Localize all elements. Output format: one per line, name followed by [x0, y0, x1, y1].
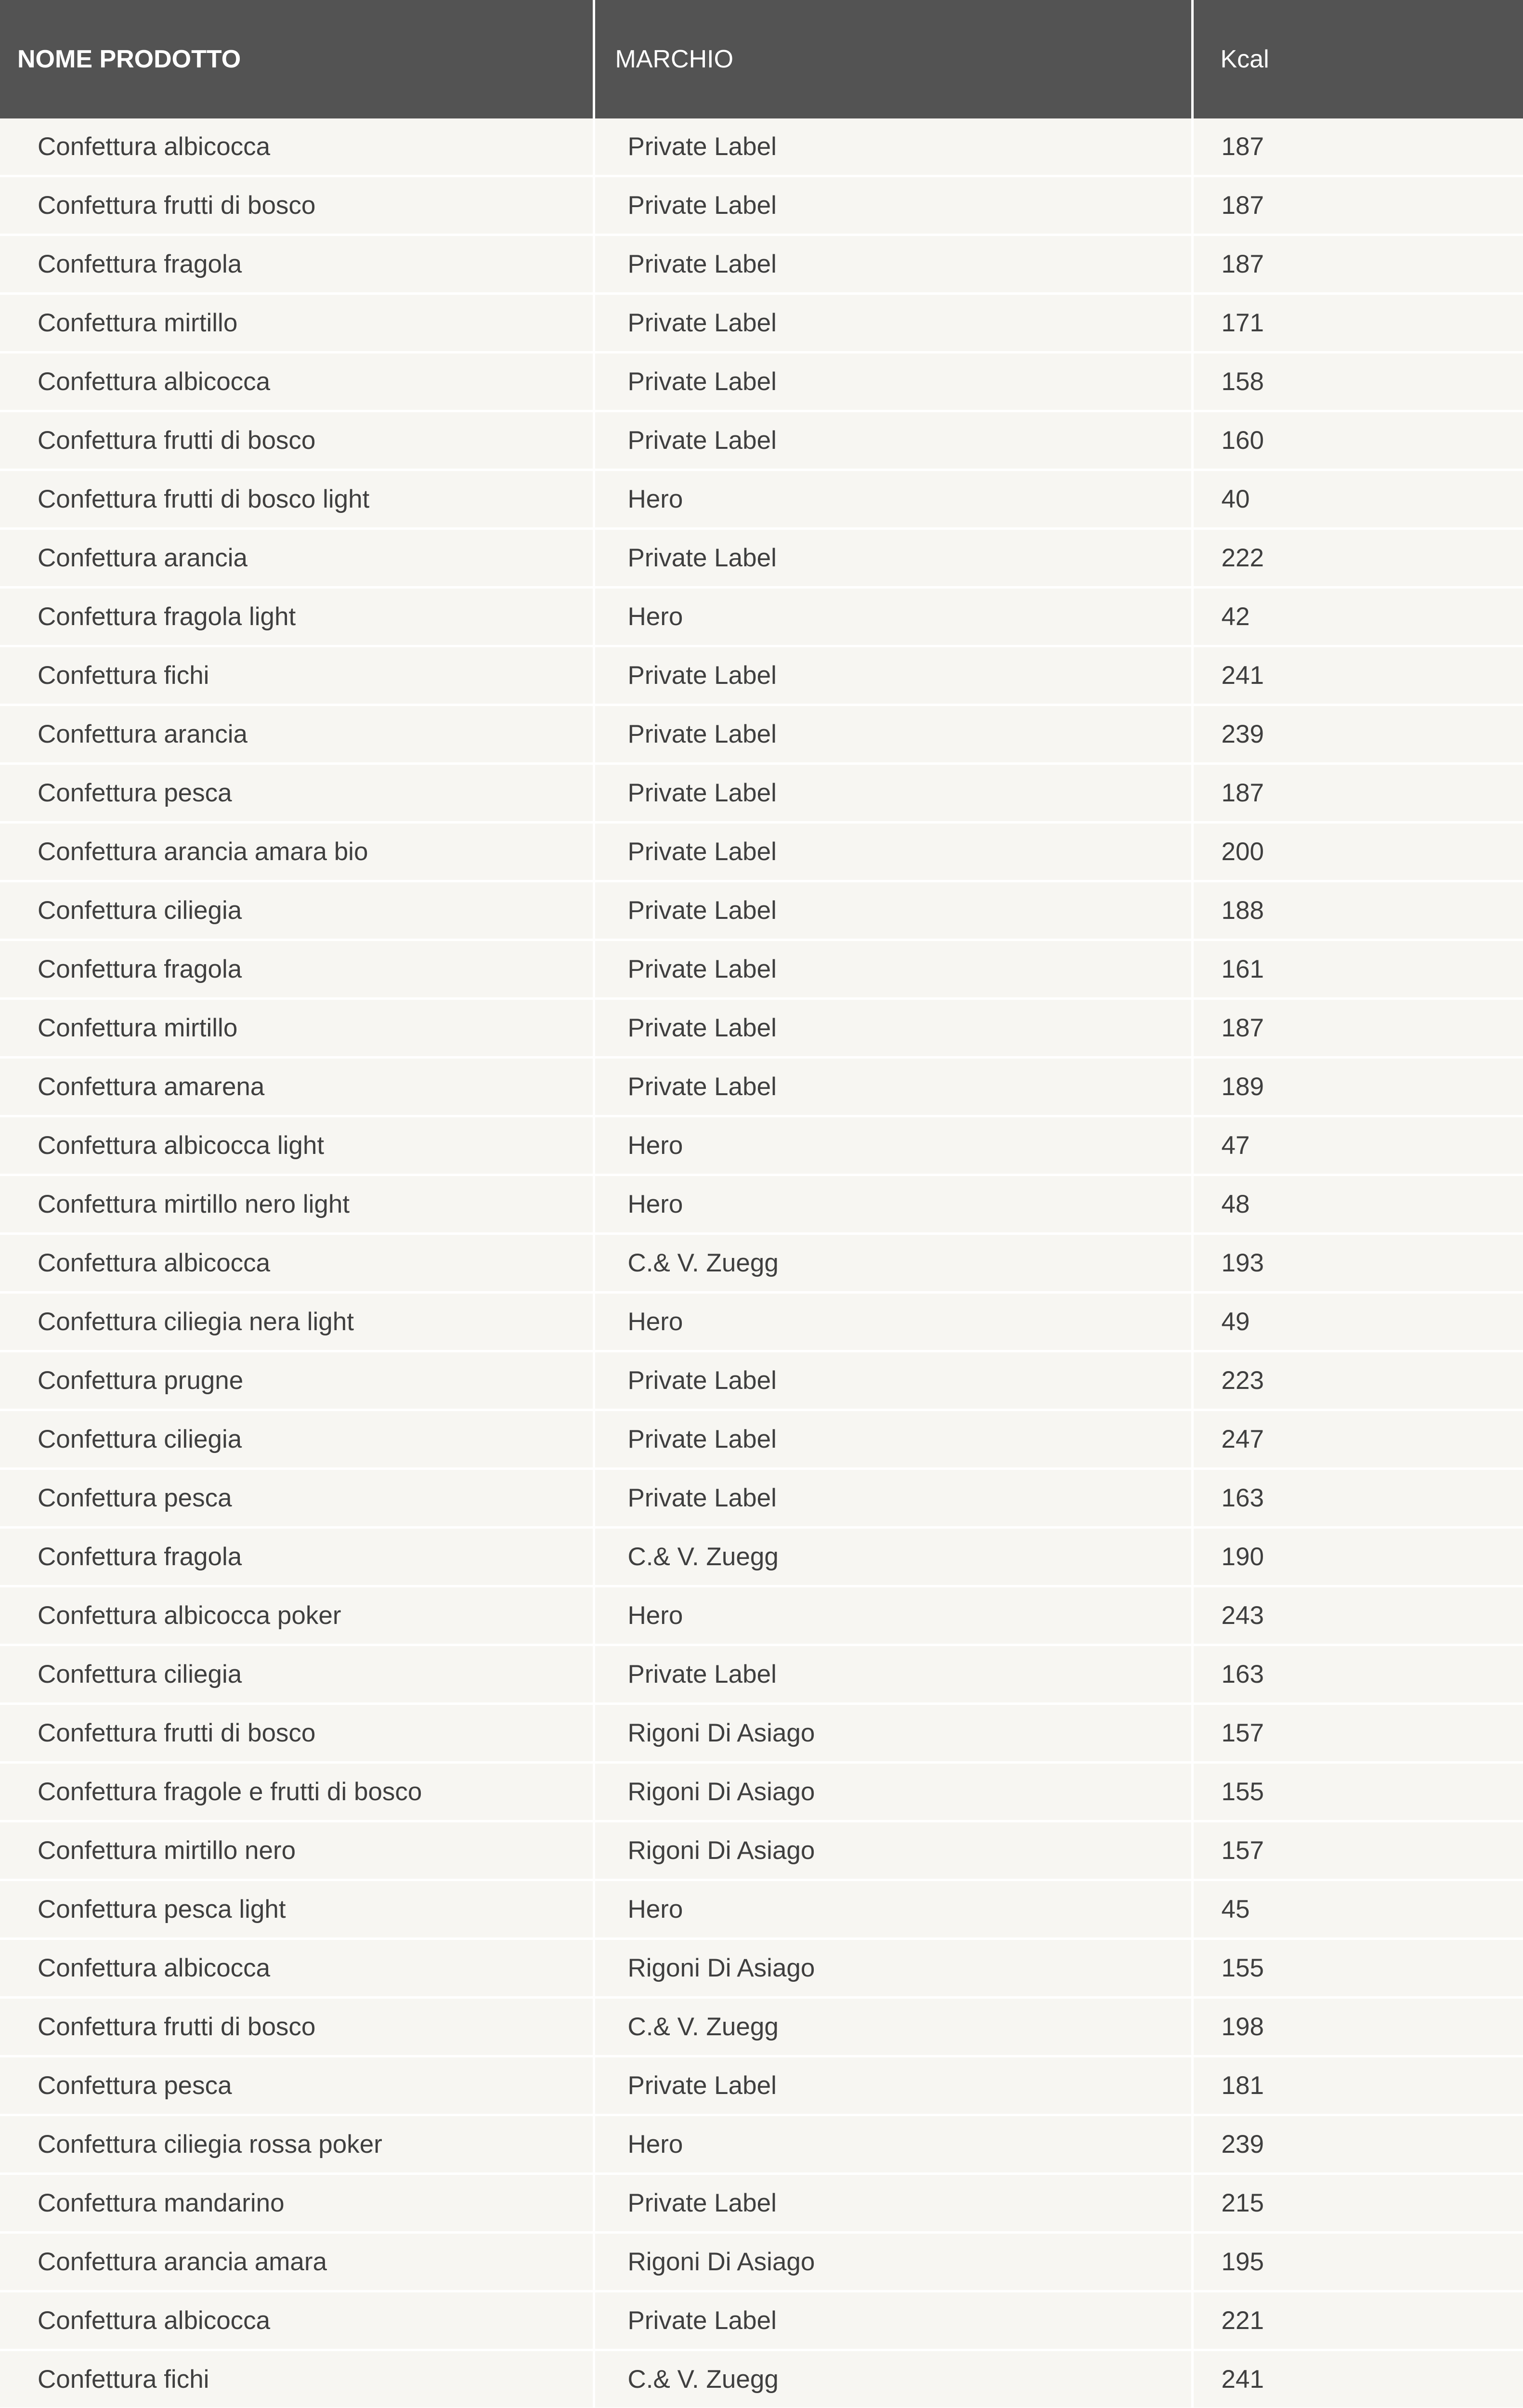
product-name-cell: Confettura mirtillo — [0, 999, 594, 1058]
brand-cell: Private Label — [594, 353, 1192, 411]
brand-cell: Private Label — [594, 411, 1192, 470]
kcal-cell: 181 — [1192, 2056, 1523, 2115]
column-header-label: Kcal — [1220, 45, 1269, 73]
product-name-cell: Confettura pesca — [0, 764, 594, 823]
brand-cell: C.& V. Zuegg — [594, 2350, 1192, 2408]
brand-cell: Private Label — [594, 1058, 1192, 1116]
kcal-cell: 247 — [1192, 1410, 1523, 1469]
kcal-cell: 222 — [1192, 529, 1523, 588]
product-name-cell: Confettura albicocca — [0, 2291, 594, 2350]
brand-cell: Private Label — [594, 1351, 1192, 1410]
kcal-cell: 187 — [1192, 118, 1523, 176]
kcal-cell: 241 — [1192, 2350, 1523, 2408]
product-name-cell: Confettura frutti di bosco — [0, 1704, 594, 1763]
column-header-label: NOME PRODOTTO — [17, 45, 241, 73]
table-row — [0, 118, 1523, 176]
brand-cell: Hero — [594, 1293, 1192, 1351]
kcal-cell: 195 — [1192, 2233, 1523, 2291]
table-row — [0, 1293, 1523, 1351]
table-row — [0, 1763, 1523, 1821]
table-row — [0, 1469, 1523, 1528]
kcal-cell: 241 — [1192, 646, 1523, 705]
kcal-cell: 198 — [1192, 1998, 1523, 2056]
kcal-cell: 163 — [1192, 1645, 1523, 1704]
brand-cell: Private Label — [594, 1410, 1192, 1469]
product-name-cell: Confettura fragola — [0, 1528, 594, 1586]
product-name-cell: Confettura prugne — [0, 1351, 594, 1410]
table-row — [0, 1939, 1523, 1998]
table-row — [0, 1645, 1523, 1704]
kcal-cell: 200 — [1192, 823, 1523, 881]
brand-cell: Private Label — [594, 529, 1192, 588]
table-row — [0, 764, 1523, 823]
product-name-cell: Confettura pesca light — [0, 1880, 594, 1939]
product-name-cell: Confettura ciliegia nera light — [0, 1293, 594, 1351]
table-row — [0, 705, 1523, 764]
brand-cell: Rigoni Di Asiago — [594, 1821, 1192, 1880]
table-row — [0, 176, 1523, 235]
brand-cell: Private Label — [594, 2056, 1192, 2115]
table-row — [0, 588, 1523, 646]
table-row — [0, 1704, 1523, 1763]
table-row — [0, 529, 1523, 588]
table-row — [0, 1116, 1523, 1175]
product-name-cell: Confettura albicocca poker — [0, 1586, 594, 1645]
brand-cell: Hero — [594, 1175, 1192, 1234]
table-row — [0, 235, 1523, 294]
product-name-cell: Confettura frutti di bosco — [0, 411, 594, 470]
table-row — [0, 881, 1523, 940]
kcal-cell: 158 — [1192, 353, 1523, 411]
kcal-cell: 157 — [1192, 1821, 1523, 1880]
product-name-cell: Confettura albicocca — [0, 118, 594, 176]
product-name-cell: Confettura pesca — [0, 2056, 594, 2115]
brand-cell: Hero — [594, 1116, 1192, 1175]
table-row — [0, 2350, 1523, 2408]
table-row — [0, 1821, 1523, 1880]
kcal-cell: 161 — [1192, 940, 1523, 999]
kcal-cell: 239 — [1192, 705, 1523, 764]
kcal-cell: 47 — [1192, 1116, 1523, 1175]
brand-cell: Hero — [594, 1586, 1192, 1645]
kcal-cell: 155 — [1192, 1939, 1523, 1998]
brand-cell: Hero — [594, 2115, 1192, 2174]
brand-cell: Hero — [594, 1880, 1192, 1939]
product-name-cell: Confettura mandarino — [0, 2174, 594, 2233]
kcal-cell: 171 — [1192, 294, 1523, 353]
brand-cell: Hero — [594, 588, 1192, 646]
brand-cell: Private Label — [594, 1645, 1192, 1704]
product-name-cell: Confettura ciliegia rossa poker — [0, 2115, 594, 2174]
kcal-cell: 155 — [1192, 1763, 1523, 1821]
kcal-cell: 193 — [1192, 1234, 1523, 1293]
product-name-cell: Confettura arancia amara — [0, 2233, 594, 2291]
brand-cell: Private Label — [594, 646, 1192, 705]
brand-cell: Private Label — [594, 940, 1192, 999]
brand-cell: Private Label — [594, 1469, 1192, 1528]
product-name-cell: Confettura fichi — [0, 2350, 594, 2408]
product-name-cell: Confettura albicocca light — [0, 1116, 594, 1175]
kcal-cell: 187 — [1192, 999, 1523, 1058]
brand-cell: Private Label — [594, 764, 1192, 823]
product-name-cell: Confettura pesca — [0, 1469, 594, 1528]
table-row — [0, 2174, 1523, 2233]
product-name-cell: Confettura ciliegia — [0, 1645, 594, 1704]
table-row — [0, 1175, 1523, 1234]
table-row — [0, 2056, 1523, 2115]
brand-cell: C.& V. Zuegg — [594, 1234, 1192, 1293]
kcal-cell: 163 — [1192, 1469, 1523, 1528]
brand-cell: Private Label — [594, 235, 1192, 294]
product-name-cell: Confettura ciliegia — [0, 1410, 594, 1469]
product-name-cell: Confettura ciliegia — [0, 881, 594, 940]
kcal-cell: 45 — [1192, 1880, 1523, 1939]
kcal-cell: 190 — [1192, 1528, 1523, 1586]
brand-cell: Rigoni Di Asiago — [594, 1704, 1192, 1763]
product-name-cell: Confettura fragole e frutti di bosco — [0, 1763, 594, 1821]
brand-cell: Rigoni Di Asiago — [594, 1939, 1192, 1998]
kcal-cell: 42 — [1192, 588, 1523, 646]
brand-cell: Private Label — [594, 176, 1192, 235]
product-name-cell: Confettura mirtillo — [0, 294, 594, 353]
brand-cell: Private Label — [594, 823, 1192, 881]
table-body — [0, 118, 1523, 2408]
brand-cell: Rigoni Di Asiago — [594, 1763, 1192, 1821]
table-row — [0, 1586, 1523, 1645]
kcal-cell: 239 — [1192, 2115, 1523, 2174]
brand-cell: Private Label — [594, 999, 1192, 1058]
kcal-cell: 160 — [1192, 411, 1523, 470]
table-row — [0, 353, 1523, 411]
brand-cell: Private Label — [594, 2291, 1192, 2350]
kcal-cell: 187 — [1192, 764, 1523, 823]
kcal-cell: 223 — [1192, 1351, 1523, 1410]
table-row — [0, 2115, 1523, 2174]
column-header-label: MARCHIO — [615, 45, 734, 73]
brand-cell: C.& V. Zuegg — [594, 1998, 1192, 2056]
kcal-cell: 188 — [1192, 881, 1523, 940]
table-row — [0, 411, 1523, 470]
table-row — [0, 294, 1523, 353]
kcal-cell: 40 — [1192, 470, 1523, 529]
table-row — [0, 2233, 1523, 2291]
kcal-cell: 187 — [1192, 176, 1523, 235]
kcal-cell: 187 — [1192, 235, 1523, 294]
column-header-nome-prodotto — [0, 0, 594, 118]
kcal-cell: 48 — [1192, 1175, 1523, 1234]
kcal-cell: 221 — [1192, 2291, 1523, 2350]
table-row — [0, 646, 1523, 705]
table-row — [0, 1998, 1523, 2056]
product-name-cell: Confettura frutti di bosco — [0, 1998, 594, 2056]
product-name-cell: Confettura mirtillo nero — [0, 1821, 594, 1880]
table-row — [0, 2291, 1523, 2350]
table-row — [0, 1410, 1523, 1469]
table-row — [0, 1880, 1523, 1939]
product-name-cell: Confettura arancia — [0, 705, 594, 764]
column-header-marchio — [594, 0, 1192, 118]
product-name-cell: Confettura fichi — [0, 646, 594, 705]
product-name-cell: Confettura fragola light — [0, 588, 594, 646]
brand-cell: Private Label — [594, 2174, 1192, 2233]
column-header-kcal — [1192, 0, 1523, 118]
product-name-cell: Confettura fragola — [0, 235, 594, 294]
product-name-cell: Confettura frutti di bosco light — [0, 470, 594, 529]
brand-cell: Private Label — [594, 881, 1192, 940]
kcal-cell: 243 — [1192, 1586, 1523, 1645]
table-row — [0, 1351, 1523, 1410]
product-name-cell: Confettura arancia — [0, 529, 594, 588]
brand-cell: Rigoni Di Asiago — [594, 2233, 1192, 2291]
product-name-cell: Confettura fragola — [0, 940, 594, 999]
kcal-cell: 157 — [1192, 1704, 1523, 1763]
kcal-cell: 49 — [1192, 1293, 1523, 1351]
kcal-cell: 189 — [1192, 1058, 1523, 1116]
table-row — [0, 470, 1523, 529]
table-row — [0, 1234, 1523, 1293]
product-name-cell: Confettura amarena — [0, 1058, 594, 1116]
product-name-cell: Confettura albicocca — [0, 1234, 594, 1293]
brand-cell: Private Label — [594, 294, 1192, 353]
product-name-cell: Confettura albicocca — [0, 353, 594, 411]
brand-cell: Hero — [594, 470, 1192, 529]
table-row — [0, 823, 1523, 881]
table-row — [0, 1528, 1523, 1586]
product-name-cell: Confettura arancia amara bio — [0, 823, 594, 881]
table-header — [0, 0, 1523, 118]
brand-cell: C.& V. Zuegg — [594, 1528, 1192, 1586]
table-row — [0, 940, 1523, 999]
table-row — [0, 999, 1523, 1058]
product-name-cell: Confettura mirtillo nero light — [0, 1175, 594, 1234]
brand-cell: Private Label — [594, 118, 1192, 176]
kcal-cell: 215 — [1192, 2174, 1523, 2233]
brand-cell: Private Label — [594, 705, 1192, 764]
product-name-cell: Confettura albicocca — [0, 1939, 594, 1998]
table-row — [0, 1058, 1523, 1116]
product-name-cell: Confettura frutti di bosco — [0, 176, 594, 235]
